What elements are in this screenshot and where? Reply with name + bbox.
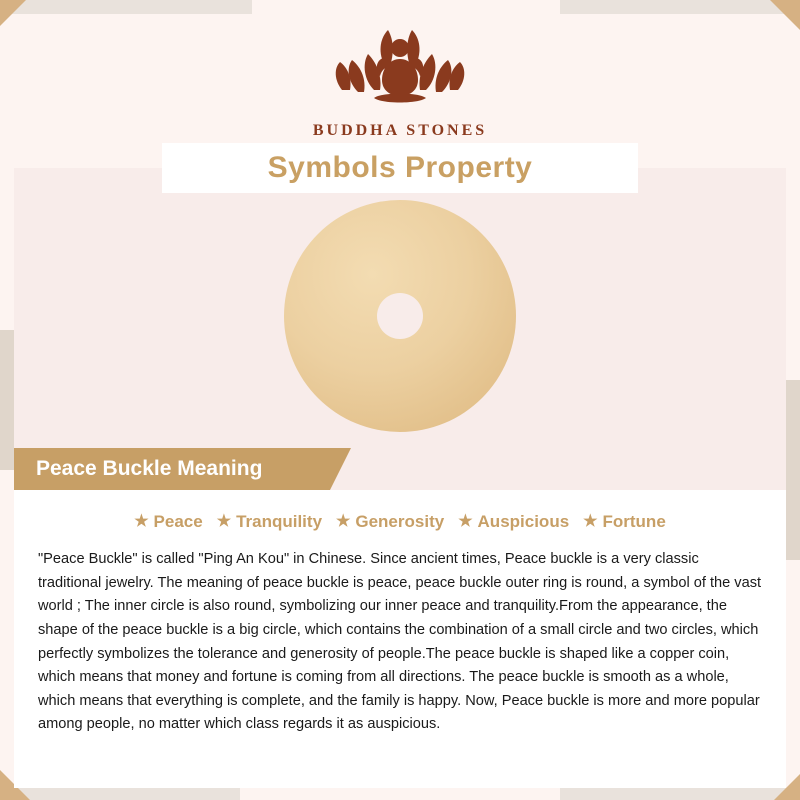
keyword-label: Peace [153,512,203,531]
description-paragraph: "Peace Buckle" is called "Ping An Kou" in Chinese. Since ancient times, Peace buckle is a very classic traditional jewelry. The meaning of peace buckle is peace, peace buckle outer ring is round, a symbol of the vast world ; The inner circle is also round, symbolizing our inner peace and tranquility.From the appearance, the shape of the peace buckle is a big circle, which contains the combination of a small circle and two circles, which perfectly symbolizes the tolerance and generosity of people.The peace buckle is shaped like a copper coin, which means that money and fortune is coming from all directions. The peace buckle is smooth as a whole, which means that everything is complete, and the family is happy. Now, Peace buckle is more and more popular among people, no matter which class regards it as auspicious. [38,551,762,733]
star-icon: ★ [216,513,232,530]
star-icon: ★ [336,513,351,530]
star-icon: ★ [458,513,473,530]
page-title-bar [162,143,638,193]
keyword-item-auspicious [458,512,569,532]
hero-illustration [0,200,800,432]
keyword-label: Generosity [355,512,445,531]
bottom-band-right [560,788,800,800]
lotus-meditation-figure-icon [312,18,488,116]
section-ribbon [14,448,330,490]
brand-name: BUDDHA STONES [312,122,488,139]
bottom-band-left [0,788,240,800]
content-card [14,490,786,788]
top-band-left [0,0,252,14]
keyword-label: Tranquility [236,512,323,531]
keyword-item-peace [134,512,203,532]
top-band-right [560,0,800,14]
star-icon: ★ [583,513,598,530]
peace-buckle-hole [377,293,423,339]
page-title: Symbols Property [267,151,533,184]
keyword-label: Auspicious [477,512,570,531]
peace-buckle-disc [284,200,516,432]
star-icon: ★ [134,513,149,530]
brand-logo [0,18,800,140]
keyword-item-fortune [583,512,666,532]
section-ribbon-label: Peace Buckle Meaning [36,457,263,480]
keyword-label: Fortune [602,512,666,531]
keyword-list [38,512,762,532]
keyword-item-tranquility [217,512,322,532]
keyword-item-generosity [336,512,444,532]
